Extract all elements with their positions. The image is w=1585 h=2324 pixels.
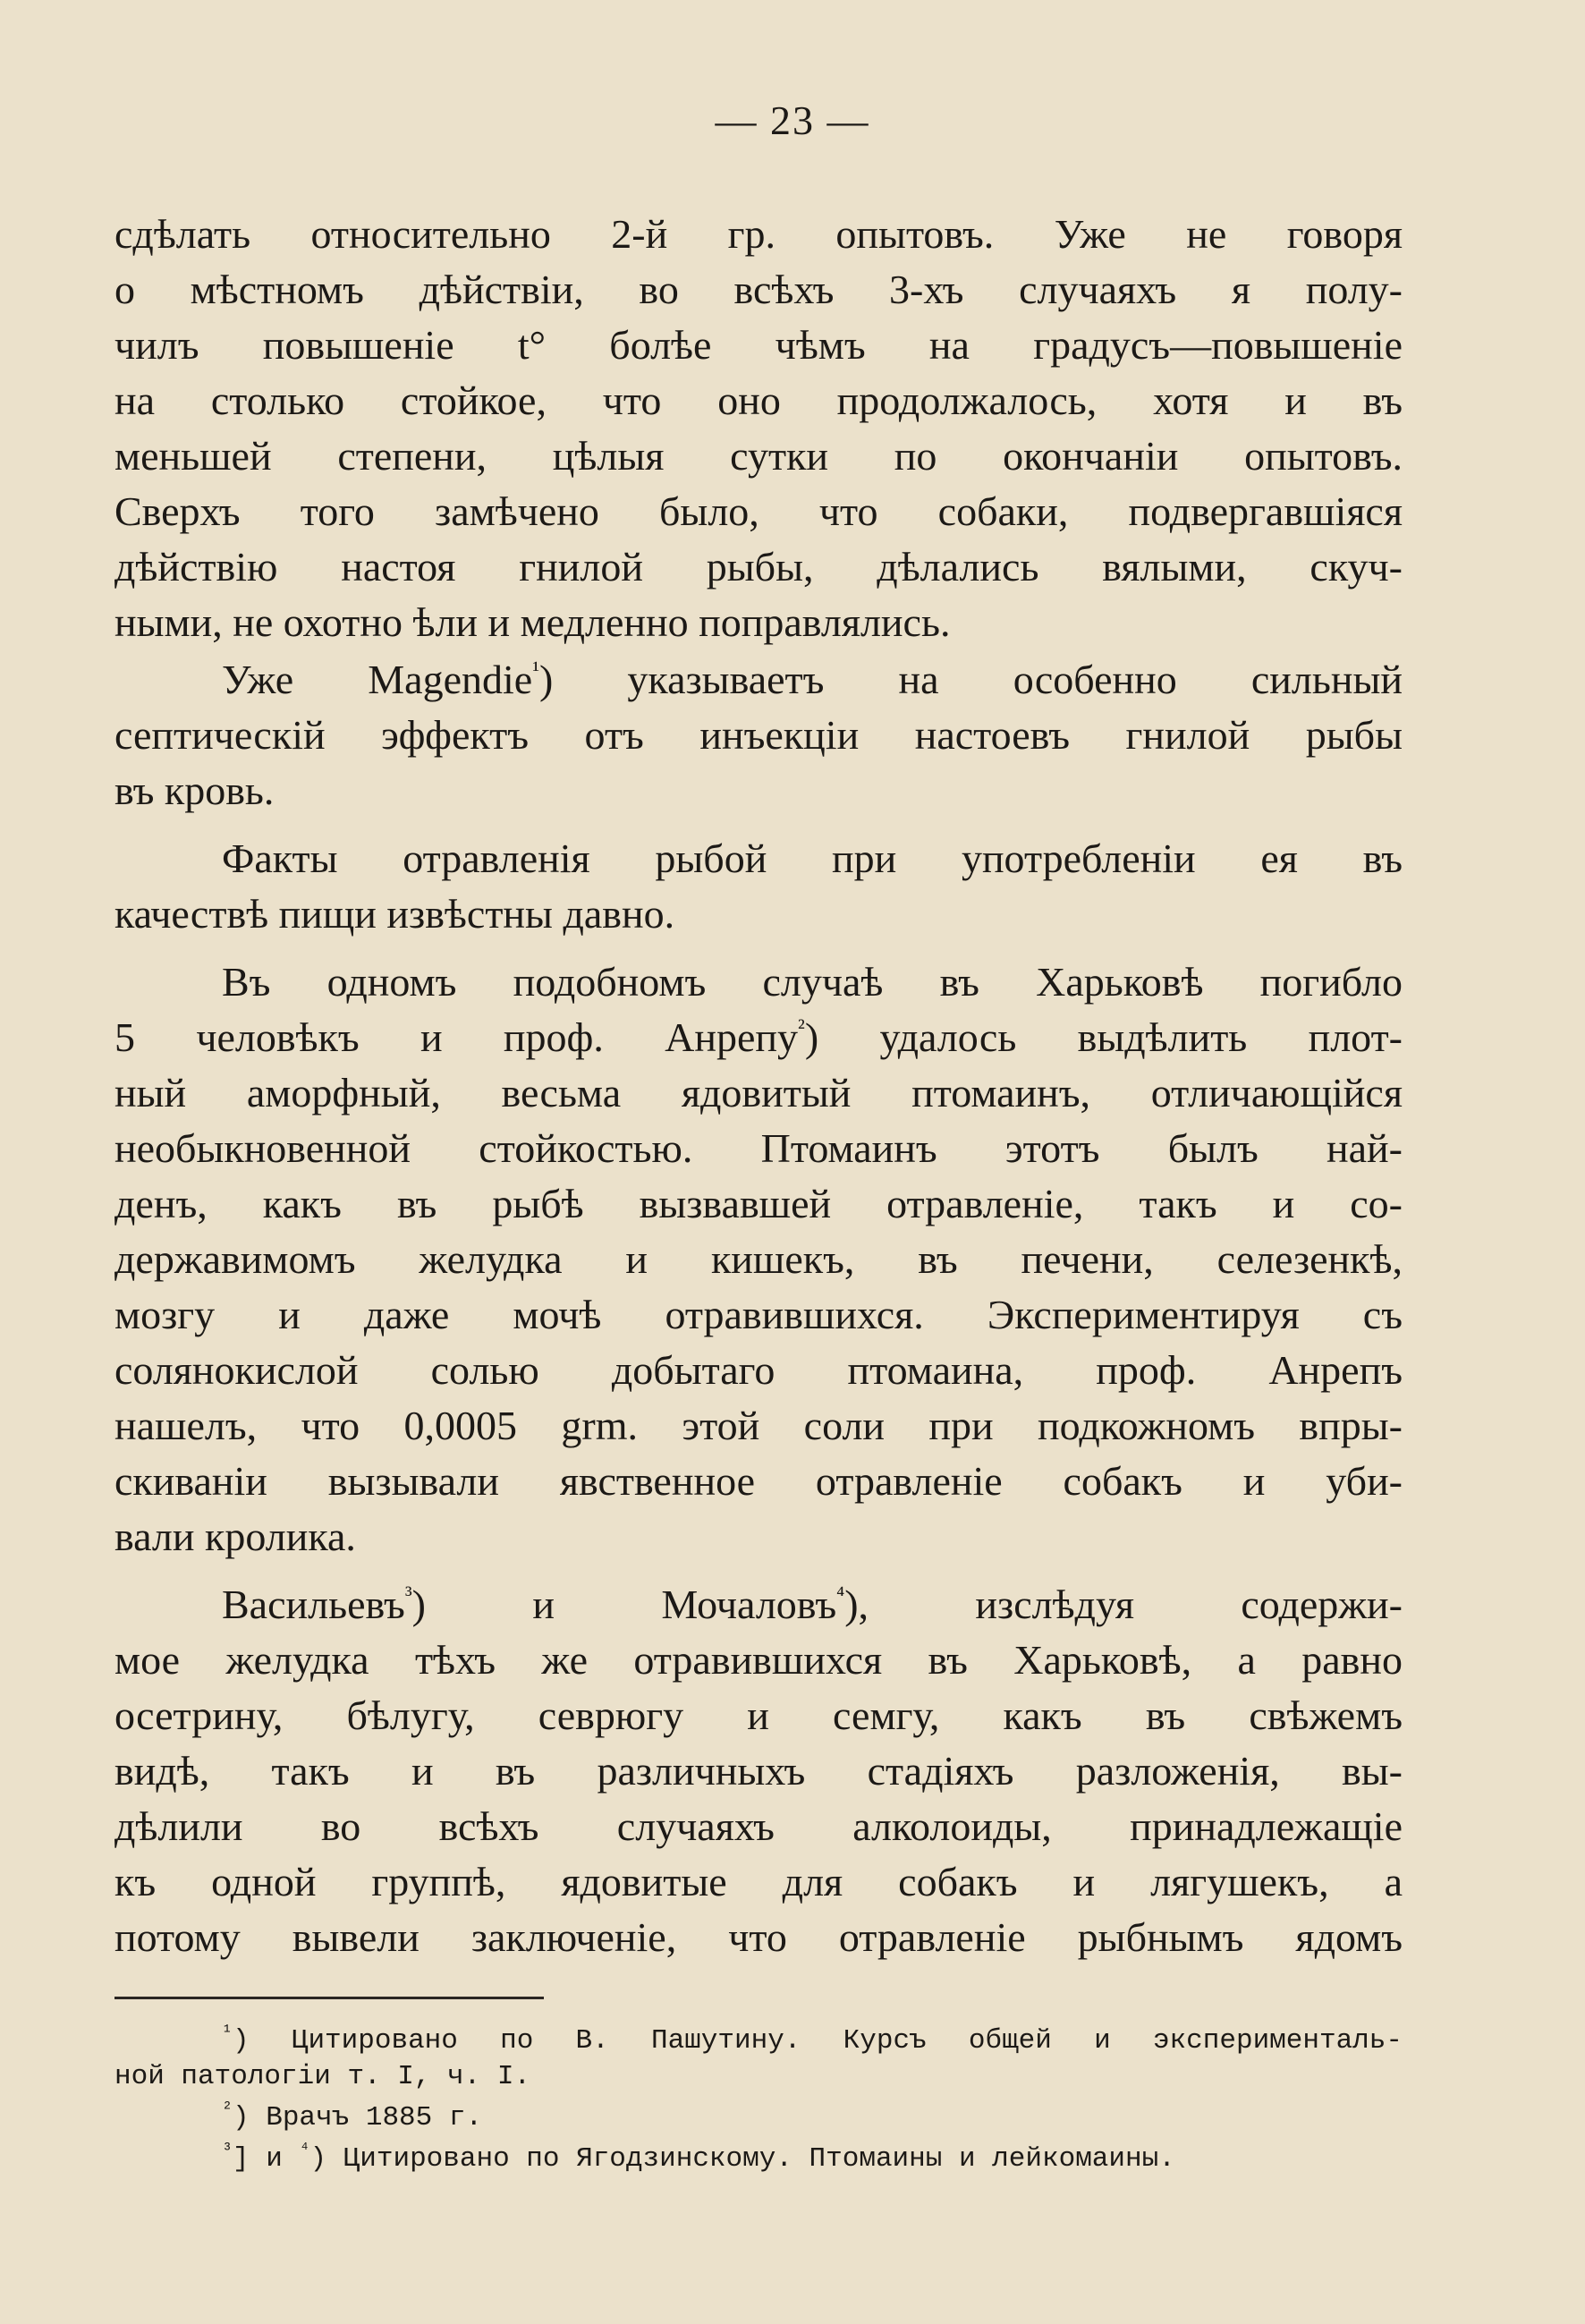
text-line: мое желудка тѣхъ же отравившихся въ Харьковѣ, а равно (114, 1637, 1403, 1683)
text-line: дѣлили во всѣхъ случаяхъ алколоиды, принадлежащіе (114, 1803, 1403, 1849)
text-fragment: ), изслѣдуя содержи- (844, 1582, 1403, 1627)
text-line: септическій эффектъ отъ инъекціи настоевъ гнилой рыбы (114, 712, 1403, 758)
text-line: сдѣлать относительно 2-й гр. опытовъ. Уже не говоря (114, 211, 1403, 257)
footnote-marker: ¹ (222, 2023, 233, 2043)
footnote-divider (114, 1997, 544, 1999)
page-number: — 23 — (715, 98, 870, 143)
text-line: необыкновенной стойкостью. Птомаинъ этотъ былъ най- (114, 1125, 1403, 1171)
text-fragment: Уже Magendie (222, 657, 533, 702)
text-line: державимомъ желудка и кишекъ, въ печени, селезенкѣ, (114, 1236, 1403, 1282)
footnote-marker: ⁴ (299, 2141, 310, 2161)
text-line: въ кровь. (114, 768, 275, 813)
footnote-2 (114, 2100, 1403, 2136)
text-line: дѣйствію настоя гнилой рыбы, дѣлались вялыми, скуч- (114, 544, 1403, 589)
text-fragment: 5 человѣкъ и проф. Анрепу (114, 1014, 799, 1060)
text-line: ный аморфный, весьма ядовитый птомаинъ, отличающійся (114, 1070, 1403, 1115)
text-line: денъ, какъ въ рыбѣ вызвавшей отравленіе, такъ и со- (114, 1181, 1403, 1226)
footnote-1 (114, 2023, 1403, 2059)
text-line: на столько стойкое, что оно продолжалось, хотя и въ (114, 377, 1403, 423)
text-line: видѣ, такъ и въ различныхъ стадіяхъ разложенія, вы- (114, 1748, 1403, 1794)
text-line-with-note (114, 653, 1403, 707)
text-fragment: ) указываетъ на особенно сильный (538, 657, 1403, 702)
footnote-ref: ³ (404, 1582, 412, 1607)
text-line: качествѣ пищи извѣстны давно. (114, 891, 675, 937)
footnote-text: ) Врачъ 1885 г. (233, 2102, 483, 2133)
footnote-text: ) Цитировано по В. Пашутину. Курсъ общей и эксперименталь- (233, 2025, 1403, 2057)
text-line: осетрину, бѣлугу, севрюгу и семгу, какъ въ свѣжемъ (114, 1692, 1403, 1738)
footnote-text: ) Цитировано по Ягодзинскому. Птомаины и лейкомаины. (309, 2143, 1175, 2175)
text-line: къ одной группѣ, ядовитые для собакъ и лягушекъ, а (114, 1859, 1403, 1904)
text-line: мозгу и даже мочѣ отравившихся. Экспериментируя съ (114, 1292, 1403, 1337)
text-line: Сверхъ того замѣчено было, что собаки, подвергавшіяся (114, 488, 1403, 534)
text-line-with-notes (114, 1578, 1403, 1632)
footnote-marker: ³ (222, 2141, 233, 2161)
footnote-marker: ² (222, 2099, 233, 2120)
text-line: о мѣстномъ дѣйствіи, во всѣхъ 3-хъ случаяхъ я полу- (114, 267, 1403, 312)
text-line: чилъ повышеніе t° болѣе чѣмъ на градусъ—повышеніе (114, 322, 1403, 368)
text-line: ными, не охотно ѣли и медленно поправлялись. (114, 599, 951, 645)
footnote-3-4 (114, 2142, 1403, 2177)
text-line: нашелъ, что 0,0005 grm. этой соли при подкожномъ впры- (114, 1403, 1403, 1448)
text-line: вали кролика. (114, 1514, 356, 1559)
text-line: потому вывели заключеніе, что отравленіе рыбнымъ ядомъ (114, 1914, 1403, 1960)
footnote-1-cont: ной патологіи т. I, ч. I. (114, 2061, 531, 2092)
text-line: Факты отравленія рыбой при употребленіи ея въ (222, 835, 1403, 881)
text-fragment: Васильевъ (222, 1582, 405, 1627)
text-fragment: ) удалось выдѣлить плот- (804, 1014, 1403, 1060)
text-line: солянокислой солью добытаго птомаина, проф. Анрепъ (114, 1347, 1403, 1393)
text-fragment: ) и Мочаловъ (411, 1582, 837, 1627)
text-line: Въ одномъ подобномъ случаѣ въ Харьковѣ погибло (222, 959, 1403, 1005)
text-line: скиваніи вызывали явственное отравленіе собакъ и уби- (114, 1458, 1403, 1504)
footnote-ref: ¹ (532, 657, 539, 683)
footnote-ref: ² (798, 1014, 805, 1040)
text-line: меньшей степени, цѣлыя сутки по окончаніи опытовъ. (114, 433, 1403, 479)
footnote-text: ] и (233, 2143, 300, 2175)
text-line-with-note (114, 1011, 1403, 1064)
footnote-ref: ⁴ (836, 1582, 845, 1607)
